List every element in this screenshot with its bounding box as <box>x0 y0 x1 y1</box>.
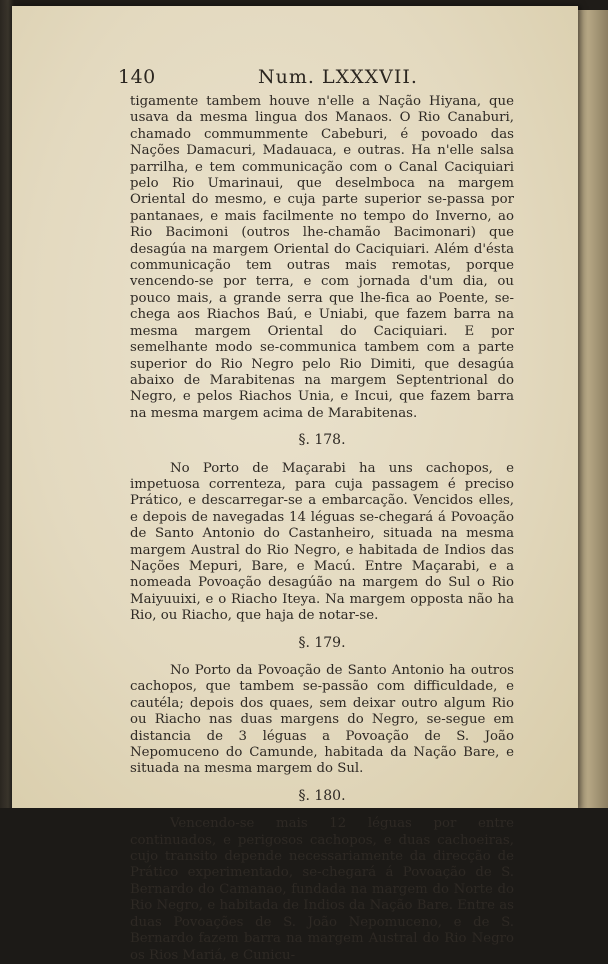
section-heading-179: §. 179. <box>298 634 346 651</box>
page-body <box>130 94 514 964</box>
section-heading-180: §. 180. <box>298 787 346 804</box>
paragraph-179: No Porto da Povoação de Santo Antonio ha outros cachopos, que tambem se-passão com difficuldade, e cautéla; depois dos quaes, sem deixar outro algum Rio ou Riacho nas duas margens do Negro, se-segue em distancia de 3 léguas a Povoação de S. João Nepomuceno do Camunde, habitada da Nação Bare, e situada na mesma margem do Sul. <box>130 663 514 777</box>
paragraph-178: No Porto de Maçarabi ha uns cachopos, e impetuosa correnteza, para cuja passagem é preciso Prático, e descarregar-se a embarcação. Vencidos elles, e depois de navegadas 14 léguas se-chegará á Povoação de Santo Antonio do Castanheiro, situada na mesma margem Austral do Rio Negro, e habitada de Indios das Nações Mepuri, Bare, e Macú. Entre Maçarabi, e a nomeada Povoação desagúão na margem do Sul o Rio Maiyuuixi, e o Riacho Iteya. Na margem opposta não ha Rio, ou Riacho, que haja de notar-se. <box>130 460 514 624</box>
page-header <box>118 62 518 92</box>
running-head: Num. LXXXVII. <box>258 66 418 88</box>
section-heading-178: §. 178. <box>298 432 346 449</box>
paragraph-180: Vencendo-se mais 12 léguas por entre continuados, e perigosos cachopos, e duas cachoeiras, cujo transito depende necessariamente da direcção de Prático experimentado, se-chegará á Povoação de S. Bernardo do Camanao, fundada na margem do Norte do Rio Negro, e habitada de Indios da Nação Bare. Entre as duas Povoações de S. João Nepomuceno, e de S. Bernardo fazem barra na margem Austral do Rio Negro os Rios Mariá, e Cunicu- <box>130 816 514 963</box>
paragraph-continuation: tigamente tambem houve n'elle a Nação Hiyana, que usava da mesma lingua dos Manaos. O Rio Canaburi, chamado commummente Cabeburi, é povoado das Nações Damacuri, Madauaca, e outras. Ha n'elle salsa parrilha, e tem communicação com o Canal Caciquiari pelo Rio Umarinaui, que deselmboca na margem Oriental do mesmo, e cuja parte superior se-passa por pantanaes, e mais facilmente no tempo do Inverno, ao Rio Bacimoni (outros lhe-chamão Bacimonari) que desagúa na margem Oriental do Caciquiari. Além d'ésta communicação tem outras mais remotas, porque vencendo-se por terra, e com jornada d'um dia, ou pouco mais, a grande serra que lhe-fica ao Poente, se-chega aos Riachos Baú, e Uniabi, que fazem barra na mesma margem Oriental do Caciquiari. E por semelhante modo se-communica tambem com a parte superior do Rio Negro pelo Rio Dimiti, que desagúa abaixo de Marabitenas na margem Septentrional do Negro, e pelos Riachos Unia, e Incui, que fazem barra na mesma margem acima de Marabitenas. <box>130 94 514 421</box>
page-number: 140 <box>118 66 156 88</box>
